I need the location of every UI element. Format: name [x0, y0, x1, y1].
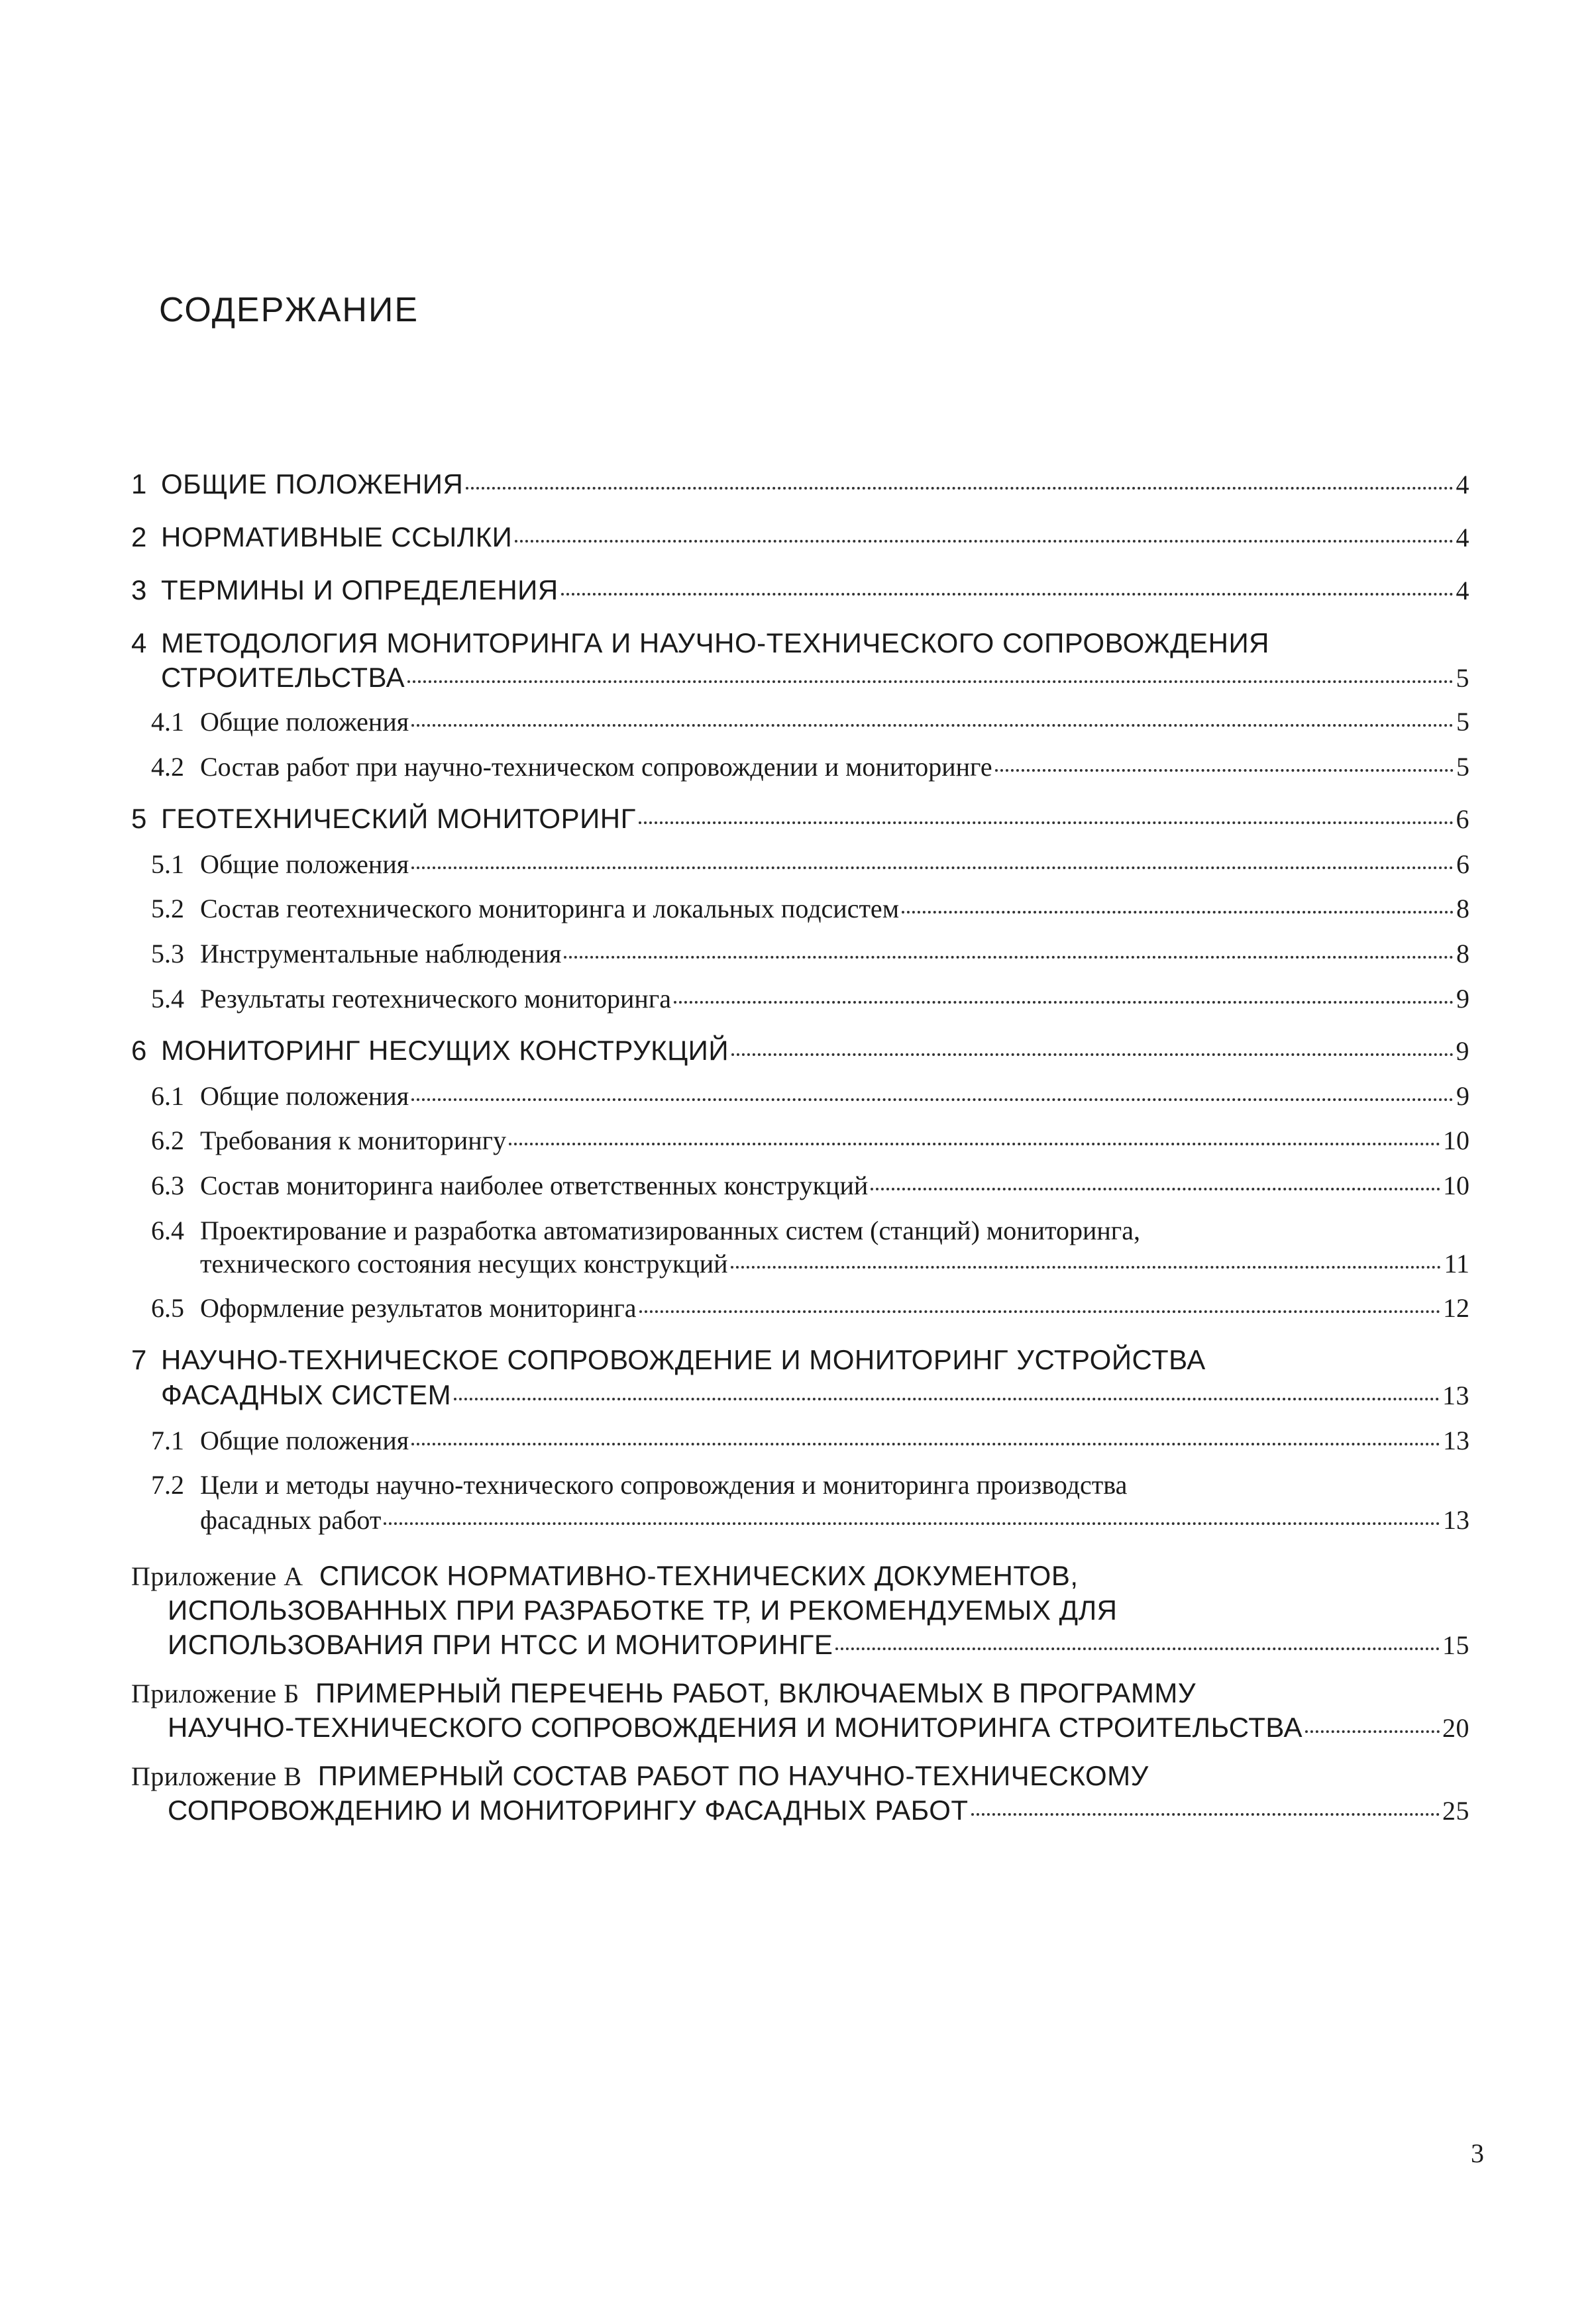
- toc-entry-number: 7.1: [151, 1426, 184, 1455]
- dot-leader: [561, 593, 1454, 596]
- toc-entry-6-5[interactable]: [151, 1295, 1469, 1322]
- dot-leader: [902, 911, 1454, 914]
- toc-entry-title: Требования к мониторингу: [200, 1125, 507, 1155]
- toc-entry-number: 3: [131, 574, 147, 605]
- dot-leader: [971, 1813, 1440, 1816]
- toc-entry-page: 4: [1456, 523, 1469, 552]
- toc-entry-number: 7.2: [151, 1470, 184, 1500]
- toc-entry-number: 7: [131, 1344, 147, 1375]
- toc-entry-page: 4: [1456, 576, 1469, 605]
- page-title: СОДЕРЖАНИЕ: [159, 291, 419, 329]
- toc-entry-7-2-line2[interactable]: [200, 1507, 1469, 1534]
- toc-entry-5-3[interactable]: [151, 941, 1469, 967]
- toc-entry-number: 5.4: [151, 984, 184, 1014]
- toc-appendix-b-line1[interactable]: [131, 1679, 1196, 1707]
- toc-entry-number: 6.3: [151, 1171, 184, 1200]
- toc-entry-7-line2[interactable]: [161, 1381, 1469, 1409]
- dot-leader: [411, 866, 1454, 869]
- toc-entry-title-continued: ФАСАДНЫХ СИСТЕМ: [161, 1379, 452, 1410]
- dot-leader: [407, 680, 1453, 683]
- toc-entry-title: Инструментальные наблюдения: [200, 939, 562, 968]
- toc-entry-title-continued: ИСПОЛЬЗОВАНИЯ ПРИ НТСС И МОНИТОРИНГЕ: [168, 1629, 833, 1660]
- toc-entry-title-continued: фасадных работ: [200, 1505, 382, 1535]
- toc-entry-page: 25: [1442, 1796, 1469, 1826]
- toc-entry-number: 4.1: [151, 707, 184, 737]
- toc-entry-5-2[interactable]: [151, 896, 1469, 922]
- toc-entry-6-2[interactable]: [151, 1127, 1469, 1154]
- toc-entry-title: СПИСОК НОРМАТИВНО-ТЕХНИЧЕСКИХ ДОКУМЕНТОВ,: [319, 1560, 1079, 1591]
- toc-entry-2[interactable]: [131, 523, 1469, 551]
- dot-leader: [995, 769, 1454, 772]
- toc-entry-number: 4.2: [151, 752, 184, 782]
- toc-entry-page: 5: [1456, 752, 1469, 782]
- toc-entry-page: 13: [1443, 1505, 1469, 1535]
- dot-leader: [564, 956, 1454, 959]
- toc-entry-title: Проектирование и разработка автоматизированных систем (станций) мониторинга,: [200, 1216, 1140, 1245]
- appendix-prefix: Приложение В: [131, 1761, 302, 1791]
- dot-leader: [515, 540, 1453, 543]
- toc-entry-title: Оформление результатов мониторинга: [200, 1293, 637, 1323]
- toc-entry-6[interactable]: [131, 1037, 1469, 1065]
- toc-entry-title: НОРМАТИВНЫЕ ССЫЛКИ: [161, 521, 513, 552]
- dot-leader: [731, 1053, 1453, 1056]
- toc-entry-page: 6: [1456, 849, 1469, 879]
- toc-entry-page: 12: [1443, 1293, 1469, 1323]
- toc-entry-title-continued: технического состояния несущих конструкций: [200, 1249, 728, 1279]
- toc-entry-page: 4: [1456, 470, 1469, 499]
- toc-entry-number: 4: [131, 627, 147, 658]
- toc-entry-page: 9: [1456, 984, 1469, 1014]
- toc-entry-page: 10: [1443, 1171, 1469, 1200]
- toc-entry-number: 5.1: [151, 849, 184, 879]
- toc-entry-title: НАУЧНО-ТЕХНИЧЕСКОЕ СОПРОВОЖДЕНИЕ И МОНИТОРИНГ УСТРОЙСТВА: [161, 1344, 1206, 1375]
- toc-appendix-a-line3[interactable]: [168, 1631, 1469, 1659]
- dot-leader: [411, 724, 1454, 727]
- dot-leader: [871, 1188, 1440, 1190]
- toc-entry-6-3[interactable]: [151, 1173, 1469, 1199]
- toc-entry-4-line1[interactable]: [131, 629, 1269, 657]
- toc-entry-title: ПРИМЕРНЫЙ СОСТАВ РАБОТ ПО НАУЧНО-ТЕХНИЧЕСКОМУ: [317, 1760, 1149, 1791]
- toc-entry-title: Общие положения: [200, 1426, 409, 1455]
- toc-entry-page: 6: [1456, 804, 1469, 834]
- toc-entry-6-4-line2[interactable]: [200, 1251, 1469, 1277]
- toc-entry-5-1[interactable]: [151, 851, 1469, 878]
- toc-entry-number: 5: [131, 803, 147, 834]
- dot-leader: [454, 1398, 1440, 1400]
- toc-entry-6-4-line1[interactable]: [151, 1218, 1140, 1244]
- toc-entry-title: ГЕОТЕХНИЧЕСКИЙ МОНИТОРИНГ: [161, 803, 636, 834]
- toc-entry-page: 9: [1456, 1036, 1469, 1066]
- dot-leader: [384, 1522, 1440, 1525]
- toc-entry-number: 5.3: [151, 939, 184, 968]
- dot-leader: [509, 1143, 1440, 1145]
- dot-leader: [639, 1310, 1441, 1313]
- toc-entry-7-line1[interactable]: [131, 1346, 1206, 1374]
- dot-leader: [731, 1266, 1442, 1269]
- dot-leader: [411, 1098, 1454, 1101]
- toc-entry-title: Общие положения: [200, 1081, 409, 1111]
- toc-entry-4-line2[interactable]: [161, 664, 1469, 692]
- toc-entry-title: Состав геотехнического мониторинга и локальных подсистем: [200, 894, 899, 923]
- toc-appendix-a-line2[interactable]: [168, 1596, 1117, 1624]
- toc-entry-page: 20: [1442, 1713, 1469, 1743]
- dot-leader: [1305, 1730, 1440, 1733]
- dot-leader: [411, 1443, 1440, 1445]
- toc-entry-page: 13: [1443, 1426, 1469, 1455]
- toc-entry-page: 8: [1456, 939, 1469, 968]
- toc-entry-title: Общие положения: [200, 849, 409, 879]
- dot-leader: [639, 821, 1454, 824]
- toc-entry-title: Общие положения: [200, 707, 409, 737]
- toc-entry-1[interactable]: [131, 470, 1469, 498]
- toc-entry-page: 13: [1442, 1381, 1469, 1410]
- toc-entry-title: Состав мониторинга наиболее ответственных конструкций: [200, 1171, 869, 1200]
- toc-entry-5-4[interactable]: [151, 986, 1469, 1012]
- toc-entry-page: 11: [1444, 1249, 1469, 1279]
- toc-entry-6-1[interactable]: [151, 1083, 1469, 1110]
- toc-entry-title: Результаты геотехнического мониторинга: [200, 984, 671, 1014]
- toc-entry-page: 5: [1456, 707, 1469, 737]
- toc-entry-title-continued: ИСПОЛЬЗОВАННЫХ ПРИ РАЗРАБОТКЕ ТР, И РЕКОМЕНДУЕМЫХ ДЛЯ: [168, 1594, 1118, 1626]
- toc-entry-title: ОБЩИЕ ПОЛОЖЕНИЯ: [161, 468, 464, 499]
- appendix-prefix: Приложение А: [131, 1561, 303, 1591]
- toc-entry-page: 8: [1456, 894, 1469, 923]
- appendix-prefix: Приложение Б: [131, 1679, 299, 1708]
- toc-entry-page: 5: [1456, 663, 1469, 693]
- toc-entry-title: ТЕРМИНЫ И ОПРЕДЕЛЕНИЯ: [161, 574, 559, 605]
- toc-entry-number: 6.5: [151, 1293, 184, 1323]
- toc-entry-title-continued: СОПРОВОЖДЕНИЮ И МОНИТОРИНГУ ФАСАДНЫХ РАБОТ: [168, 1795, 969, 1826]
- toc-entry-title: Состав работ при научно-техническом сопровождении и мониторинге: [200, 752, 992, 782]
- toc-entry-title: МОНИТОРИНГ НЕСУЩИХ КОНСТРУКЦИЙ: [161, 1035, 729, 1066]
- toc-entry-number: 6.4: [151, 1216, 184, 1245]
- toc-entry-title-continued: СТРОИТЕЛЬСТВА: [161, 662, 405, 693]
- dot-leader: [674, 1001, 1454, 1004]
- toc-entry-title-continued: НАУЧНО-ТЕХНИЧЕСКОГО СОПРОВОЖДЕНИЯ И МОНИТОРИНГА СТРОИТЕЛЬСТВА: [168, 1712, 1303, 1743]
- toc-entry-7-1[interactable]: [151, 1428, 1469, 1454]
- toc-entry-5[interactable]: [131, 805, 1469, 833]
- toc-entry-title: МЕТОДОЛОГИЯ МОНИТОРИНГА И НАУЧНО-ТЕХНИЧЕСКОГО СОПРОВОЖДЕНИЯ: [161, 627, 1269, 658]
- page-number: 3: [1471, 2138, 1484, 2168]
- dot-leader: [835, 1647, 1440, 1650]
- toc-appendix-a-line1[interactable]: [131, 1562, 1079, 1590]
- dot-leader: [466, 487, 1453, 490]
- toc-entry-number: 5.2: [151, 894, 184, 923]
- toc-entry-number: 2: [131, 521, 147, 552]
- toc-entry-title: Цели и методы научно-технического сопровождения и мониторинга производства: [200, 1470, 1128, 1500]
- toc-entry-page: 15: [1442, 1630, 1469, 1660]
- toc-entry-number: 6: [131, 1035, 147, 1066]
- toc-appendix-v-line2[interactable]: [168, 1797, 1469, 1824]
- toc-entry-number: 6.2: [151, 1125, 184, 1155]
- toc-entry-number: 6.1: [151, 1081, 184, 1111]
- toc-appendix-v-line1[interactable]: [131, 1762, 1149, 1790]
- toc-entry-page: 10: [1443, 1125, 1469, 1155]
- toc-entry-4-1[interactable]: [151, 709, 1469, 735]
- toc-entry-4-2[interactable]: [151, 754, 1469, 780]
- toc-entry-page: 9: [1456, 1081, 1469, 1111]
- toc-entry-7-2-line1[interactable]: [151, 1472, 1127, 1498]
- toc-entry-number: 1: [131, 468, 147, 499]
- toc-entry-3[interactable]: [131, 576, 1469, 604]
- toc-entry-title: ПРИМЕРНЫЙ ПЕРЕЧЕНЬ РАБОТ, ВКЛЮЧАЕМЫХ В ПРОГРАММУ: [315, 1677, 1197, 1708]
- toc-appendix-b-line2[interactable]: [168, 1714, 1469, 1742]
